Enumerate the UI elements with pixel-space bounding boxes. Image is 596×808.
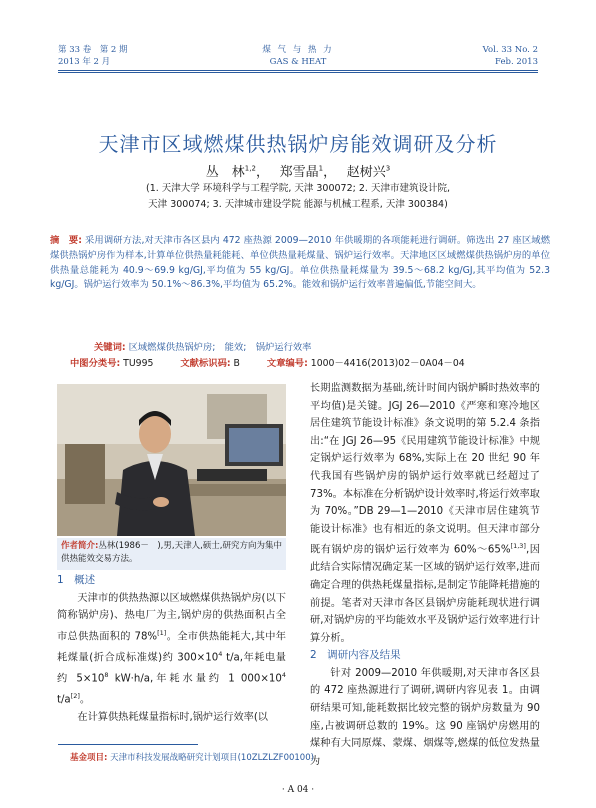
journal-name-cn: 煤 气 与 热 力	[262, 45, 334, 55]
journal-vol-en-line: Vol. 33 No. 2	[482, 45, 538, 55]
author-name: 郑雪晶	[279, 165, 319, 180]
abstract	[50, 234, 550, 293]
author-name: 赵树兴	[346, 165, 386, 180]
article-no-value: 1000－4416(2013)02－0A04－04	[310, 358, 465, 369]
fund-label: 基金项目:	[70, 753, 108, 763]
keywords-text: 区域燃煤供热锅炉房; 能效; 锅炉运行效率	[128, 342, 312, 353]
author-affil-sup: 1,2	[244, 164, 256, 173]
journal-date-en-line: Feb. 2013	[495, 57, 538, 67]
left-column	[57, 572, 286, 726]
author-affil-sup: 1	[318, 164, 324, 173]
paper-title: 天津市区域燃煤供热锅炉房能效调研及分析	[98, 132, 498, 156]
section-heading: 1 概述	[57, 574, 96, 586]
keywords-label: 关键词:	[94, 342, 126, 353]
clc-value: TU995	[123, 358, 154, 369]
doc-code-label: 文献标识码:	[180, 358, 231, 369]
header-rule-bottom	[58, 72, 538, 73]
author-affil-sup: 3	[385, 164, 391, 173]
author-bio-label: 作者简介:	[61, 541, 99, 551]
affiliation-line-2: 天津 300074; 3. 天津城市建设学院 能源与机械工程系, 天津 300384)	[148, 199, 448, 210]
journal-vol-en	[483, 44, 538, 68]
fund-footnote	[70, 751, 314, 763]
author-photo	[57, 384, 286, 536]
body-paragraph: 长期监测数据为基础,统计时间内锅炉瞬时热效率的平均值)是关键。JGJ 26—2010《严寒和寒冷地区居住建筑节能设计标准》条文说明的第 5.2.4 条指出:“在 JGJ 26—95《民用建筑节能设计标准》中规定锅炉运行效率为 68%,实际上在 20 世纪 90 年代我国有些锅炉房的锅炉运行效率就已经超过了 73%。本标准在分析锅炉设计效率时,将运行效率取为 70%。”DB 29—1—2010《天津市居住建筑节能设计标准》也有相近的条文说明。但天津市部分既有锅炉房的锅炉运行效率为 60%～65%[1,3],因此结合实际情况确定某一区域的锅炉运行效率,进而确定合理的供热耗煤量指标,是制定节能降耗措施的前提。笔者对天津市各区县锅炉房能耗现状进行调研,对锅炉房的平均能效水平及锅炉运行效率进行计算分析。	[310, 383, 540, 644]
right-column	[310, 380, 540, 770]
author-bio	[57, 538, 286, 570]
body-paragraph: 针对 2009—2010 年供暖期,对天津市各区县的 472 座热源进行了调研,调研内容见表 1。由调研结果可知,能耗数据比较完整的锅炉房数量为 90 座,占被调研总数的 19%。这 90 座锅炉房燃用的煤种有大同原煤、蒙煤、烟煤等,燃煤的低位发热量为	[310, 667, 540, 767]
clc-label: 中图分类号:	[70, 358, 121, 369]
journal-volume-line: 第 33 卷 第 2 期	[58, 45, 128, 55]
author-name: 丛 林	[205, 165, 245, 180]
header-rule-top	[58, 70, 538, 71]
author-photo-illustration	[57, 384, 286, 536]
journal-name-en: GAS & HEAT	[269, 57, 327, 67]
author-list: 丛 林$^{1,2}$， 郑雪晶$^1$， 赵树兴$^3$	[205, 164, 391, 180]
article-no-label: 文章编号:	[266, 358, 308, 369]
section-heading: 2 调研内容及结果	[310, 649, 401, 662]
classification-line	[70, 355, 530, 369]
footnote-rule	[58, 744, 198, 745]
author-bio-text: 丛林(1986－ ),男,天津人,硕士,研究方向为集中供热能效交易方法。	[61, 541, 282, 564]
affiliation-line-1: (1. 天津大学 环境科学与工程学院, 天津 300072; 2. 天津市建筑设计院,	[146, 183, 450, 194]
journal-date-line: 2013 年 2 月	[58, 57, 111, 67]
page-number: · A 04 ·	[281, 785, 315, 795]
body-paragraph: 天津市的供热热源以区域燃煤供热锅炉房(以下简称锅炉房)、热电厂为主,锅炉房的供热面积占全市总供热面积的 78%[1]。全市供热能耗大,其中年耗煤量(折合成标准煤)约 $300\times 10^4$ t/a,年耗电量约 $5\times 10^8$ kW·h/a,年耗水量约 1 $000\times 10^4$ t/a[2]。	[57, 592, 286, 706]
keywords	[94, 339, 311, 353]
abstract-text: 采用调研方法,对天津市各区县内 472 座热源 2009—2010 年供暖期的各项能耗进行调研。筛选出 27 座区域燃煤供热锅炉房作为样本,计算单位供热量耗能耗、单位供热量耗煤量、锅炉运行效率。天津地区区域燃煤供热锅炉房的单位供热量总能耗为 40.9～69.9 kg/GJ,平均值为 55 kg/GJ。单位供热量耗煤量为 39.5～68.2 kg/GJ,其平均值为 52.3 kg/GJ。锅炉运行效率为 50.1%～86.3%,平均值为 65.2%。能效和锅炉运行效率普遍偏低,节能空间大。	[50, 235, 550, 291]
doc-code-value: B	[233, 358, 240, 369]
abstract-label: 摘 要:	[50, 235, 82, 246]
fund-text: 天津市科技发展战略研究计划项目(10ZLZLZF00100)	[110, 753, 314, 763]
body-paragraph: 在计算供热耗煤量指标时,锅炉运行效率(以	[77, 711, 268, 723]
